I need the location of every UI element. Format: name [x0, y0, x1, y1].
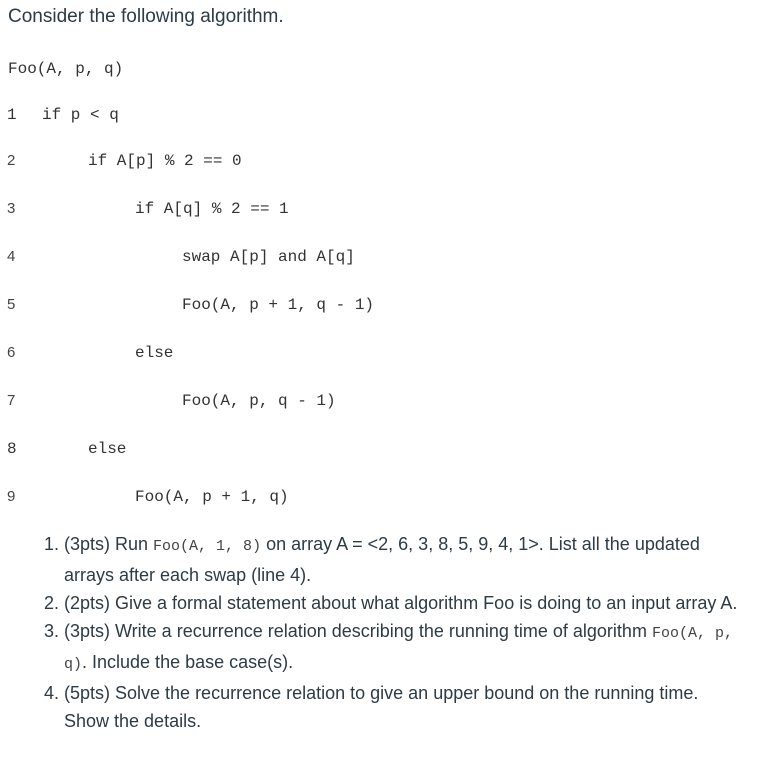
question-number: 1. [44, 534, 60, 554]
question-text: (3pts) Write a recurrence relation describing the running time of algorithm [64, 621, 652, 641]
intro-text: Consider the following algorithm. [8, 6, 284, 27]
code-text: Foo(A, p + 1, q) [135, 488, 289, 506]
question-text: . Include the base case(s). [82, 652, 294, 672]
line-number: 5 [7, 296, 16, 313]
question-number: 3. [44, 621, 60, 641]
inline-code: Foo(A, 1, 8) [153, 538, 262, 555]
question-item [38, 617, 738, 679]
question-number: 2. [44, 593, 60, 613]
line-number: 3 [7, 200, 16, 217]
line-number: 6 [7, 344, 16, 361]
question-number: 4. [44, 683, 60, 703]
question-text: (2pts) Give a formal statement about what algorithm Foo is doing to an input array A. [64, 593, 738, 613]
question-item [38, 530, 738, 589]
line-number: 7 [7, 392, 16, 409]
code-text: swap A[p] and A[q] [182, 248, 355, 266]
code-text: if p < q [42, 106, 119, 124]
code-text: Foo(A, p + 1, q - 1) [182, 296, 375, 314]
question-item [38, 589, 738, 617]
question-item [38, 679, 738, 735]
line-number: 2 [7, 152, 16, 169]
line-number: 1 [7, 106, 17, 124]
code-text: else [88, 440, 127, 458]
code-text: Foo(A, p, q - 1) [182, 392, 336, 410]
code-text: if A[q] % 2 == 1 [135, 200, 289, 218]
line-number: 4 [7, 248, 16, 265]
line-number: 9 [7, 488, 16, 505]
question-list [38, 530, 738, 735]
line-number: 8 [7, 440, 17, 458]
code-text: if A[p] % 2 == 0 [88, 152, 242, 170]
inline-code: Foo(A, p, q) [64, 625, 733, 673]
question-text: (3pts) Run [64, 534, 154, 554]
question-text: (5pts) Solve the recurrence relation to give an upper bound on the running time. Show the details. [64, 683, 699, 731]
code-text: else [135, 344, 174, 362]
algorithm-signature: Foo(A, p, q) [8, 60, 124, 78]
question-text: on array A = <2, 6, 3, 8, 5, 9, 4, 1>. List all the updated arrays after each swap (line 4). [64, 534, 700, 585]
